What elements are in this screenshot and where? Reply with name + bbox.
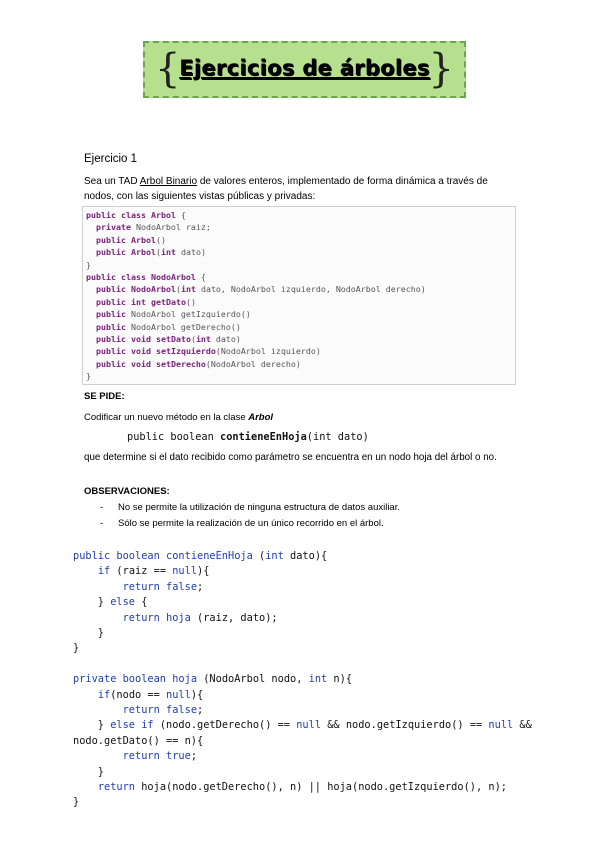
solution-code-line: return false; [122,704,204,716]
left-brace: { [155,46,181,92]
class-def-line: } [86,371,91,382]
solution-code-line: } [73,796,80,809]
right-brace: } [428,46,454,92]
class-def-line: private NodoArbol raiz; [96,222,211,233]
solution-code-line: } [73,642,80,655]
class-definitions-box [82,206,516,385]
task-description: que determine si el dato recibido como parámetro se encuentra en un nodo hoja del árbol o no. [84,452,497,463]
task-text: Codificar un nuevo método en la clase [84,412,249,423]
task-statement [84,412,273,423]
intro-link-arbol-binario: Arbol Binario [139,176,198,187]
class-def-line: public void setDerecho(NodoArbol derecho) [96,358,301,369]
intro-text-before: Sea un TAD [84,176,140,187]
task-class-name: Arbol [248,412,274,423]
class-def-line: } [86,259,91,270]
class-def-line: public NodoArbol getDerecho() [96,321,241,332]
solution-code-line: return true; [122,750,198,763]
observation-item: - No se permite la utilización de ninguna estructura de datos auxiliar. [100,502,400,513]
exercise-heading: Ejercicio 1 [84,153,138,165]
se-pide-heading: SE PIDE: [84,391,125,402]
observation-item: - Sólo se permite la realización de un único recorrido en el árbol. [100,518,384,529]
class-def-line: public int getDato() [96,296,196,307]
class-def-line: public NodoArbol getIzquierdo() [96,309,251,320]
observation-text: Sólo se permite la realización de un único recorrido en el árbol. [118,518,384,529]
solution-code-line: } else if (nodo.getDerecho() == null && nodo.getIzquierdo() == null && [73,719,532,732]
class-def-line: public Arbol(int dato) [96,247,206,258]
class-def-line: public void setDato(int dato) [96,334,241,344]
signature-prefix: public boolean [127,431,220,443]
method-signature [127,431,369,443]
signature-suffix: (int dato) [306,431,369,443]
title-banner [143,41,466,98]
solution-code-line: private boolean hoja (NodoArbol nodo, int n){ [73,673,353,686]
class-def-line: public class Arbol { [86,210,186,220]
solution-code-line: if (raiz == null){ [97,565,210,578]
solution-code-line: } else { [73,596,148,609]
class-def-line: public NodoArbol(int dato, NodoArbol izquierdo, NodoArbol derecho) [96,284,426,295]
solution-code-line: } [73,765,104,778]
class-def-line: public Arbol() [96,234,166,245]
intro-text-after: de valores enteros, implementado de forma dinámica a través de nodos, con las siguientes vistas públicas y privadas: [84,176,488,202]
class-def-line: public void setIzquierdo(NodoArbol izquierdo) [96,346,321,357]
page-title: Ejercicios de árboles [179,56,430,80]
solution-code-line: if(nodo == null){ [97,688,204,701]
exercise-intro [84,174,514,204]
solution-code-line: return hoja(nodo.getDerecho(), n) || hoja(nodo.getIzquierdo(), n); [97,781,507,793]
solution-code-line: return false; [122,580,204,593]
class-def-line: public class NodoArbol { [86,272,206,282]
solution-code-line: nodo.getDato() == n){ [73,734,204,747]
solution-code-line: } [73,627,104,639]
solution-code-line: public boolean contieneEnHoja (int dato){ [73,550,328,562]
observation-text: No se permite la utilización de ninguna estructura de datos auxiliar. [118,502,400,513]
signature-name: contieneEnHoja [220,431,307,443]
solution-code-line: return hoja (raiz, dato); [122,611,278,624]
observations-heading: OBSERVACIONES: [84,486,170,497]
